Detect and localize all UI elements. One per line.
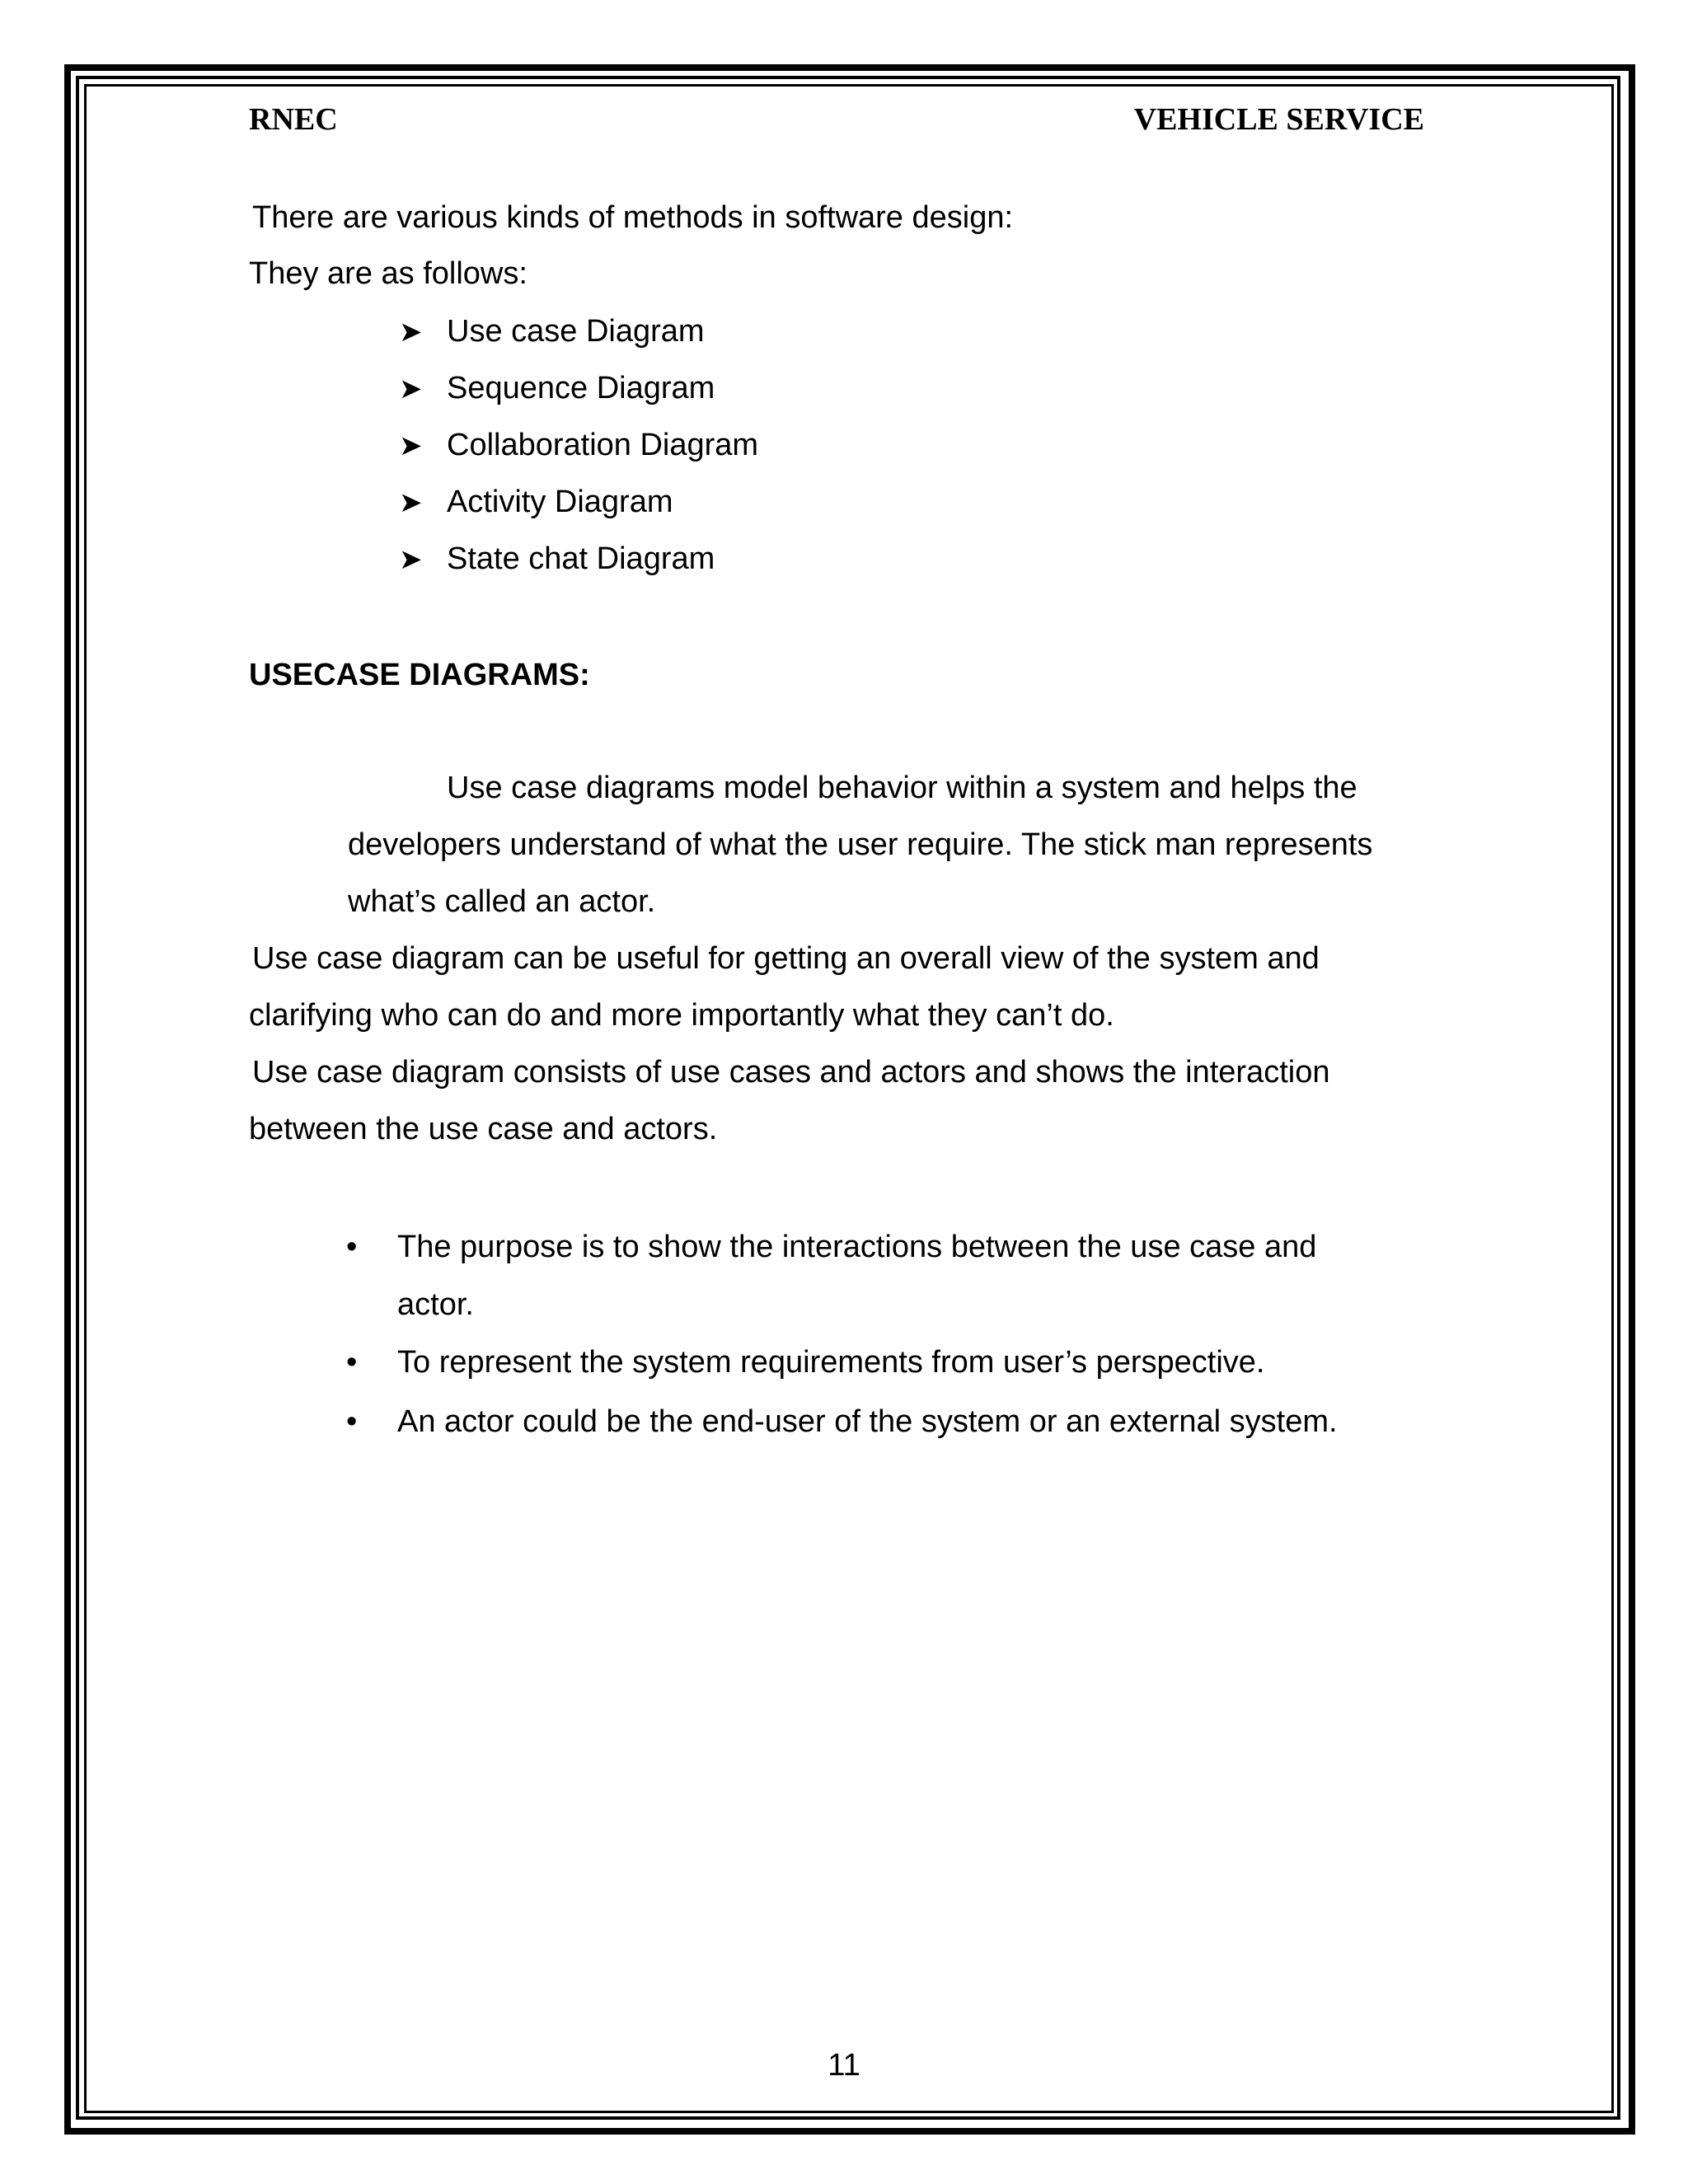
bullet-text: The purpose is to show the interactions between the use case and actor. xyxy=(397,1230,1317,1322)
para1-line-1: Use case diagrams model behavior within a system and helps the xyxy=(447,771,1357,805)
bullet-text: An actor could be the end-user of the system or an external system. xyxy=(397,1404,1338,1439)
header-project-title: VEHICLE SERVICE xyxy=(1133,102,1424,137)
list-item xyxy=(399,539,715,579)
bullet-dot-icon: • xyxy=(346,1345,358,1380)
list-item-label: State chat Diagram xyxy=(447,541,715,576)
list-item-label: Collaboration Diagram xyxy=(447,428,759,462)
bullet-dot-icon: • xyxy=(346,1404,358,1439)
para2-line-2: clarifying who can do and more importantly what they can’t do. xyxy=(249,998,1114,1033)
bullet-text: To represent the system requirements from user’s perspective. xyxy=(397,1345,1265,1380)
arrow-bullet-icon: ➤ xyxy=(399,544,423,575)
list-item-label: Activity Diagram xyxy=(447,485,673,519)
arrow-bullet-icon: ➤ xyxy=(399,430,423,462)
intro-line-2: They are as follows: xyxy=(249,256,528,291)
para1-line-3: what’s called an actor. xyxy=(348,884,656,919)
list-item xyxy=(399,425,758,466)
page-number: 11 xyxy=(828,2048,860,2083)
list-item xyxy=(399,368,715,409)
list-item xyxy=(399,312,705,352)
intro-line-1: There are various kinds of methods in software design: xyxy=(252,200,1014,235)
page-border-inner xyxy=(84,84,1614,2113)
para3-line-2: between the use case and actors. xyxy=(249,1112,718,1146)
para1-line-2: developers understand of what the user require. The stick man represents xyxy=(348,827,1373,862)
arrow-bullet-icon: ➤ xyxy=(399,316,423,348)
bullet-dot-icon: • xyxy=(346,1230,358,1264)
list-item-label: Sequence Diagram xyxy=(447,371,715,405)
list-item-label: Use case Diagram xyxy=(447,314,705,349)
header-institution: RNEC xyxy=(249,102,338,137)
arrow-bullet-icon: ➤ xyxy=(399,373,423,405)
list-item xyxy=(399,482,673,523)
para2-line-1: Use case diagram can be useful for getting an overall view of the system and xyxy=(252,941,1320,976)
arrow-bullet-icon: ➤ xyxy=(399,487,423,518)
para3-line-1: Use case diagram consists of use cases and actors and shows the interaction xyxy=(252,1055,1330,1090)
section-heading: USECASE DIAGRAMS: xyxy=(249,658,590,692)
